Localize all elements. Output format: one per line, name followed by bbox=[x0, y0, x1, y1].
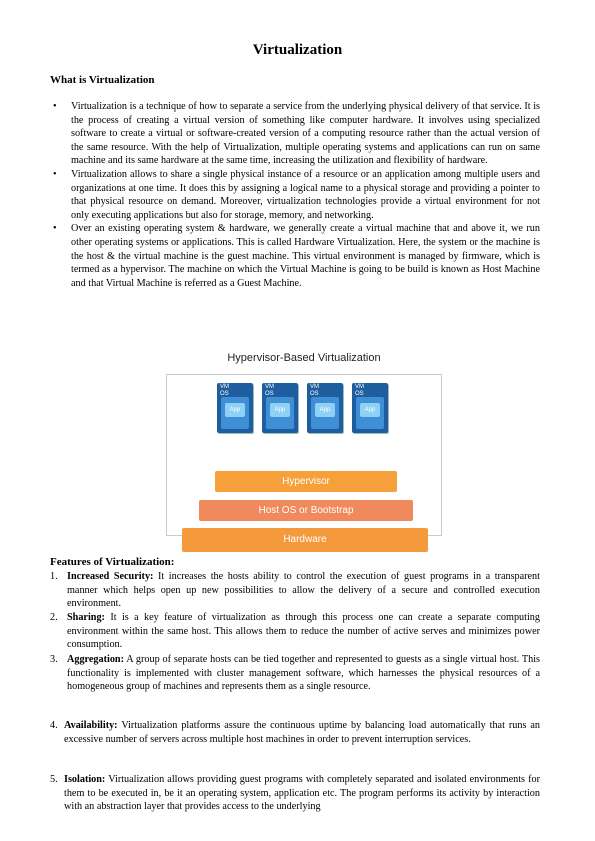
feature-number: 1. bbox=[50, 571, 58, 582]
section-heading-features: Features of Virtualization: bbox=[50, 556, 175, 568]
app-block: App bbox=[270, 403, 290, 417]
feature-number: 4. bbox=[50, 720, 58, 731]
feature-text: It increases the hosts ability to control the execution of guest programs in a transparent manner which helps open up new possibilities to allow the delivery of a secure and controlled execution environment. bbox=[67, 571, 540, 610]
feature-text: Virtualization allows providing guest programs with completely separated and isolated environments for them to be executed in, be it an operating system, application etc. The program performs its activity by interaction with an abstraction layer that provides access to the underlying bbox=[64, 774, 540, 813]
app-block: App bbox=[315, 403, 335, 417]
host-os-layer: Host OS or Bootstrap bbox=[199, 500, 413, 521]
vm-block bbox=[262, 383, 298, 433]
vm-label: VM bbox=[310, 384, 319, 390]
feature-label: Aggregation: bbox=[67, 654, 124, 665]
bullet-glyph: • bbox=[53, 168, 57, 180]
feature-text: A group of separate hosts can be tied together and represented to guests as a single virtual host. This functionality is implemented with cluster management software, which harnesses the physical resources of a homogeneous group of machines and represents them as a single resource. bbox=[67, 654, 540, 693]
feature-number: 3. bbox=[50, 654, 58, 665]
vm-block bbox=[217, 383, 253, 433]
feature-item bbox=[50, 653, 540, 694]
page-title: Virtualization bbox=[252, 42, 343, 58]
os-block bbox=[266, 397, 294, 429]
os-block bbox=[356, 397, 384, 429]
vm-block bbox=[307, 383, 343, 433]
bullet-text: Virtualization is a technique of how to separate a service from the underlying physical delivery of that service. It is the process of creating a virtual version of something like computer hardware. It involves using specialized software to create a virtual or software-created version of a computing resource rather than the actual version of the same resource. With the help of Virtualization, multiple operating systems and applications can run on same machine and its same hardware at the same time, increasing the utilization and flexibility of hardware. bbox=[71, 101, 540, 167]
feature-number: 2. bbox=[50, 612, 58, 623]
bullet-item bbox=[50, 168, 540, 222]
feature-label: Sharing: bbox=[67, 612, 105, 623]
feature-label: Availability: bbox=[64, 720, 118, 731]
vm-label: VM bbox=[220, 384, 229, 390]
diagram-title: Hypervisor-Based Virtualization bbox=[227, 352, 381, 364]
vm-label: VM bbox=[355, 384, 364, 390]
section-heading-what-is: What is Virtualization bbox=[50, 74, 155, 86]
feature-item bbox=[50, 570, 540, 611]
app-block: App bbox=[360, 403, 380, 417]
feature-item bbox=[50, 719, 540, 746]
bullet-item bbox=[50, 100, 540, 168]
app-block: App bbox=[225, 403, 245, 417]
os-block bbox=[311, 397, 339, 429]
feature-text: Virtualization platforms assure the continuous uptime by balancing load automatically that runs an excessive number of servers across multiple host machines in order to prevent interruption services. bbox=[64, 720, 540, 745]
os-block bbox=[221, 397, 249, 429]
diagram-frame bbox=[166, 374, 442, 545]
vm-label: VM bbox=[265, 384, 274, 390]
feature-item bbox=[50, 773, 540, 814]
feature-item bbox=[50, 611, 540, 652]
vm-block bbox=[352, 383, 388, 433]
definition-bullet-list bbox=[50, 100, 540, 290]
os-label: OS bbox=[265, 391, 274, 397]
bullet-text: Virtualization allows to share a single physical instance of a resource or an application among multiple users and organizations at one time. It does this by assigning a logical name to a physical storage and providing a pointer to that physical resource on demand. Moreover, virtualization technologies provide a virtual environment for not only executing applications but also for storage, memory, and networking. bbox=[71, 168, 540, 221]
bullet-glyph: • bbox=[53, 101, 57, 112]
feature-text: It is a key feature of virtualization as through this process one can create a separate computing environment within the same host. This allows them to reduce the number of active serves and minimizes power consumption. bbox=[67, 612, 540, 651]
bullet-item bbox=[50, 222, 540, 290]
os-label: OS bbox=[220, 391, 229, 397]
feature-label: Isolation: bbox=[64, 774, 106, 785]
feature-number: 5. bbox=[50, 774, 58, 785]
os-label: OS bbox=[310, 391, 319, 397]
hardware-layer: Hardware bbox=[182, 528, 428, 552]
feature-label: Increased Security: bbox=[67, 571, 154, 582]
bullet-text: Over an existing operating system & hardware, we generally create a virtual machine that and above it, we run other operating systems or applications. This is called Hardware Virtualization. Here, the system or the machine is the host & the virtual machine is the guest machine. This virtual environment is managed by firmware, which is termed as a hypervisor. The machine on which the Virtual Machine is going to be build is known as Host Machine and that Virtual Machine is referred as a Guest Machine. bbox=[71, 223, 540, 289]
hypervisor-diagram bbox=[166, 352, 442, 545]
os-label: OS bbox=[355, 391, 364, 397]
hypervisor-layer: Hypervisor bbox=[215, 471, 397, 492]
bullet-glyph: • bbox=[53, 223, 57, 235]
